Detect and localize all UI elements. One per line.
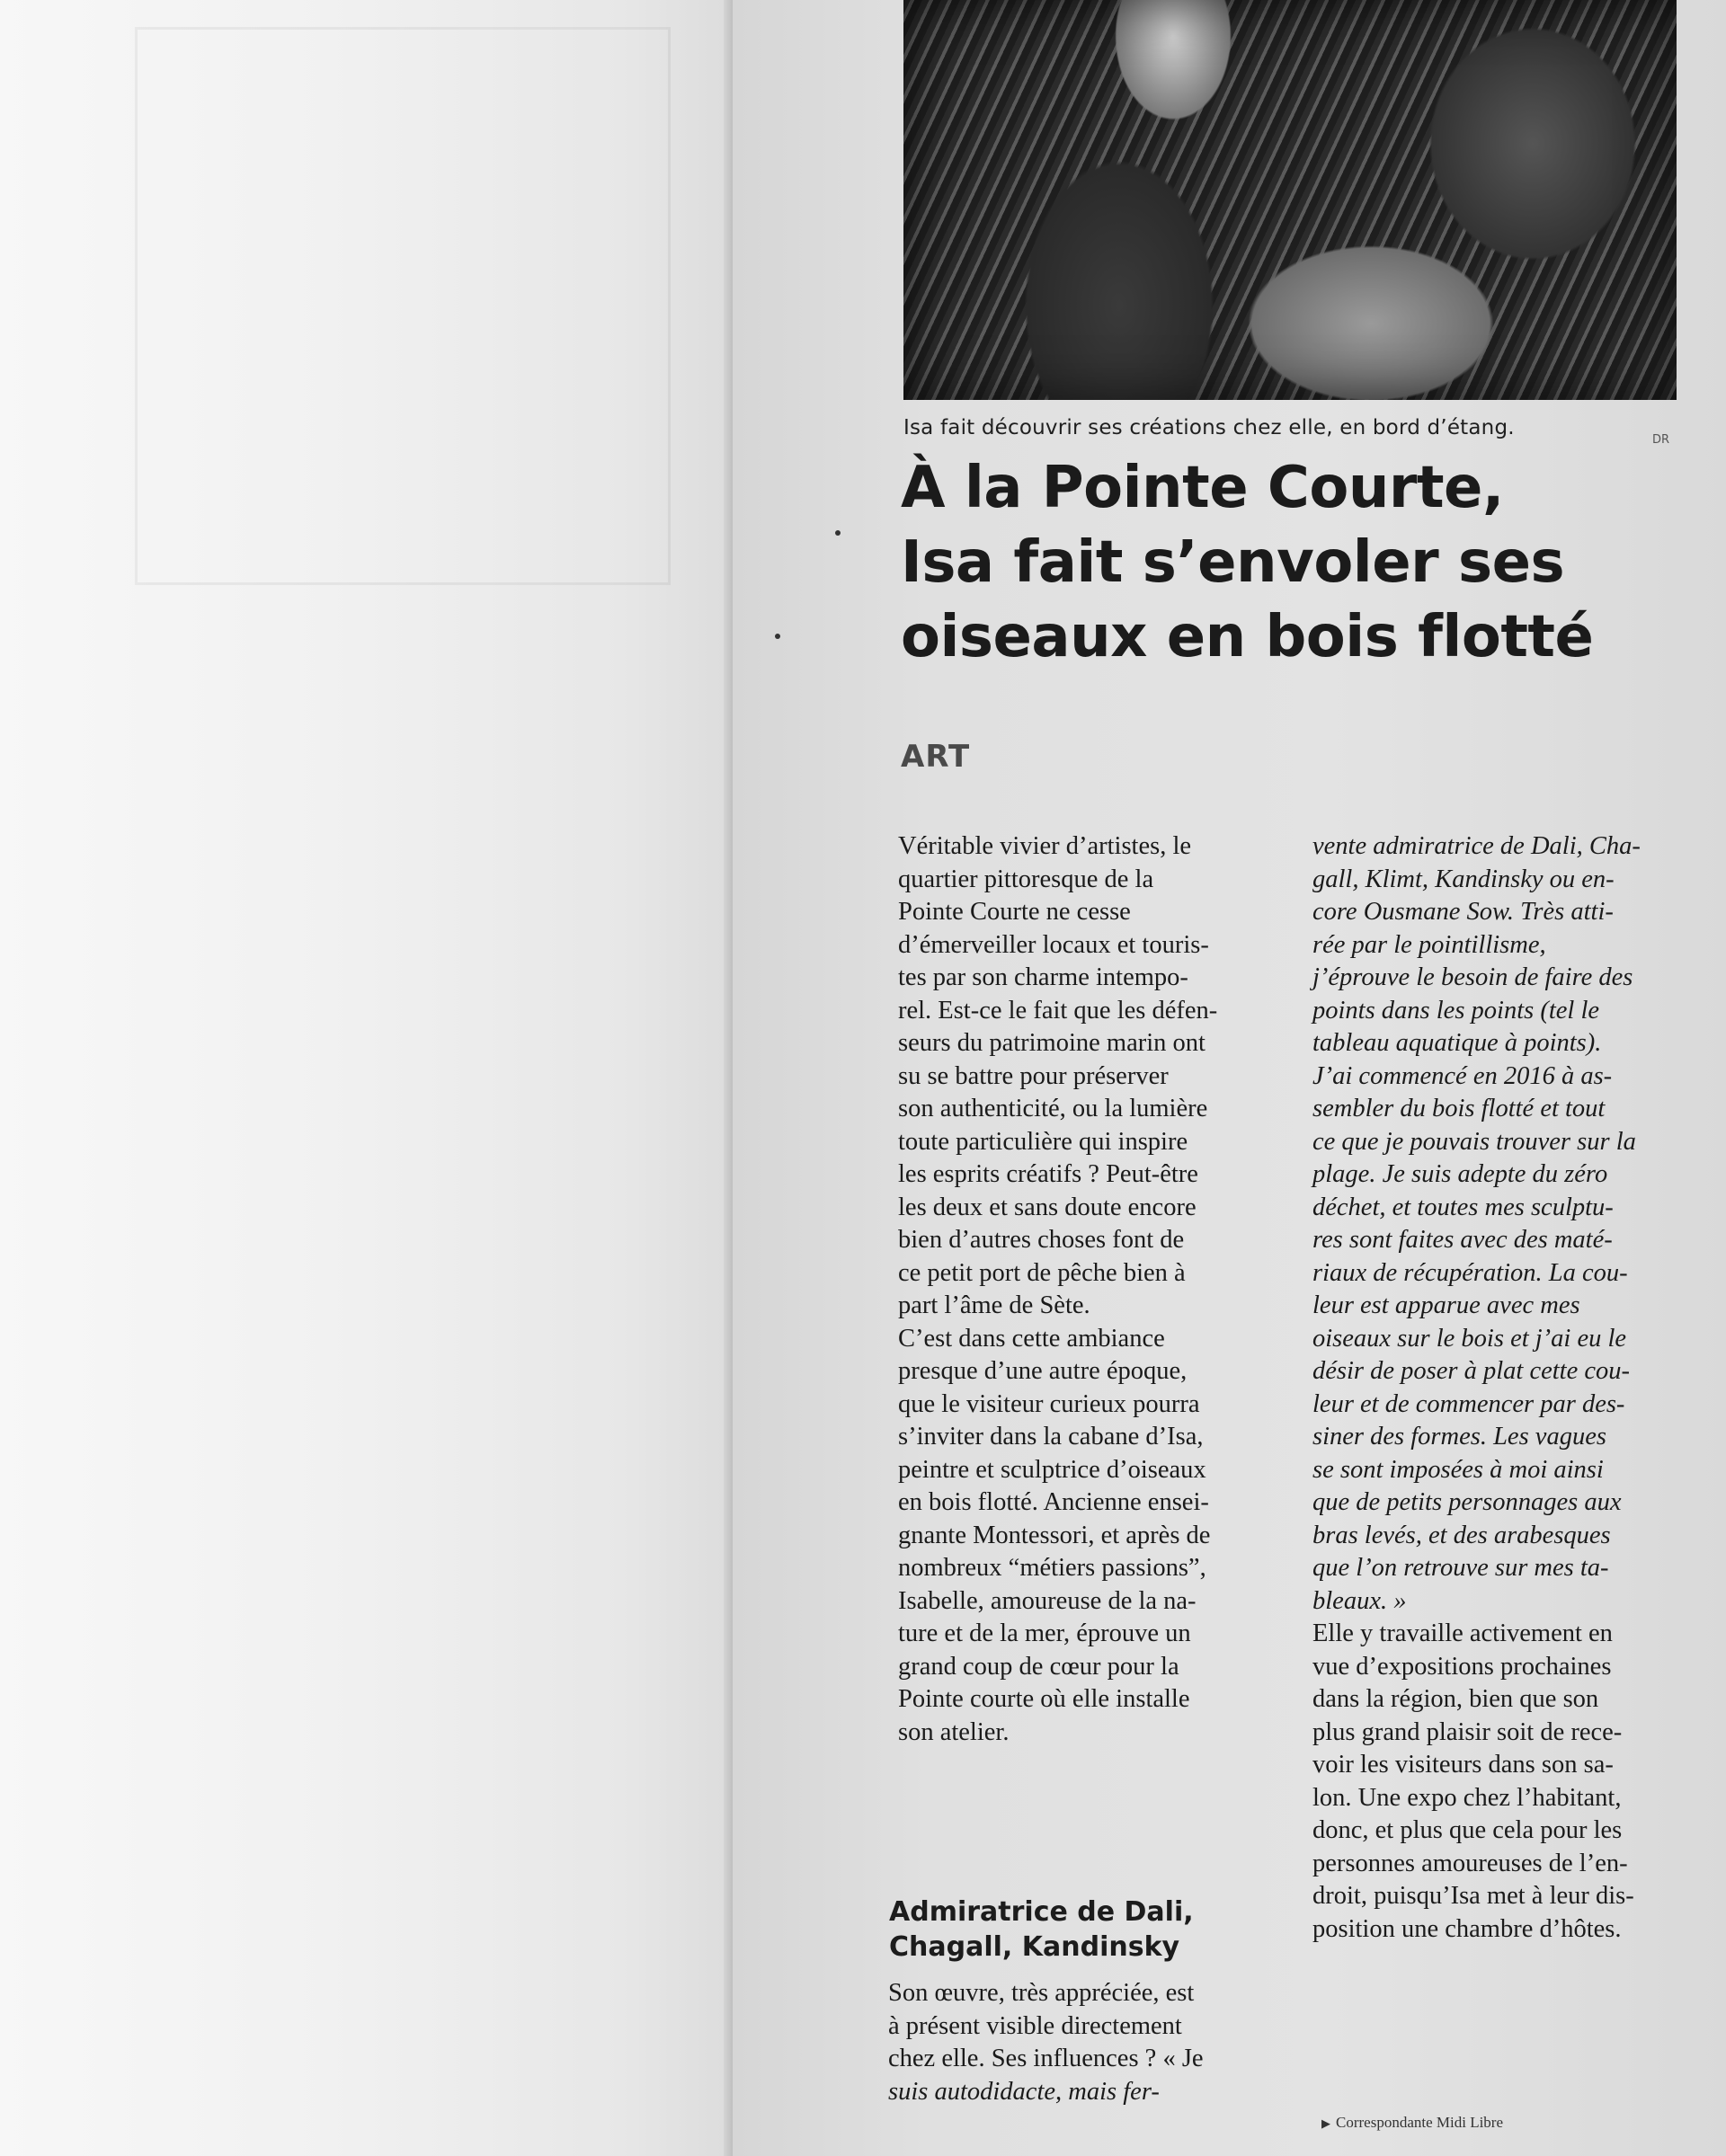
text-line: J’ai commencé en 2016 à as- bbox=[1312, 1061, 1613, 1090]
text-line: oiseaux sur le bois et j’ai eu le bbox=[1312, 1324, 1627, 1353]
facing-page-blank bbox=[0, 0, 733, 2156]
text-line: en bois flotté. Ancienne ensei- bbox=[898, 1488, 1209, 1516]
text-line: à présent visible directement bbox=[888, 2011, 1182, 2040]
article-column-right bbox=[1312, 830, 1713, 1946]
text-line: C’est dans cette ambiance bbox=[898, 1324, 1165, 1353]
text-line: ce que je pouvais trouver sur la bbox=[1312, 1127, 1636, 1156]
text-line: ce petit port de pêche bien à bbox=[898, 1258, 1186, 1287]
text-line: désir de poser à plat cette cou- bbox=[1312, 1357, 1630, 1385]
text-line: Pointe Courte ne cesse bbox=[898, 898, 1131, 926]
text-line: gnante Montessori, et après de bbox=[898, 1521, 1211, 1549]
text-line: seurs du patrimoine marin ont bbox=[898, 1029, 1206, 1057]
text-line: grand coup de cœur pour la bbox=[898, 1652, 1179, 1681]
text-line: Elle y travaille activement en bbox=[1312, 1619, 1613, 1647]
text-line: chez elle. Ses influences ? « Je bbox=[888, 2045, 1204, 2072]
text-line: peintre et sculptrice d’oiseaux bbox=[898, 1455, 1206, 1484]
text-line: Isabelle, amoureuse de la na- bbox=[898, 1586, 1197, 1615]
photo-credit: DR bbox=[1652, 433, 1670, 447]
intertitle-line: Admiratrice de Dali, bbox=[889, 1896, 1194, 1928]
article-photo-frame bbox=[903, 0, 1677, 400]
text-line: personnes amoureuses de l’en- bbox=[1312, 1849, 1628, 1877]
text-line: leur est apparue avec mes bbox=[1312, 1291, 1580, 1319]
text-line: riaux de récupération. La cou- bbox=[1312, 1258, 1628, 1287]
text-line: vente admiratrice de Dali, Cha- bbox=[1312, 832, 1641, 860]
text-line: son authenticité, ou la lumière bbox=[898, 1095, 1208, 1122]
article-column-left-continued bbox=[888, 1977, 1284, 2108]
text-line: voir les visiteurs dans son sa- bbox=[1312, 1751, 1614, 1779]
text-line: part l’âme de Sète. bbox=[898, 1291, 1090, 1319]
text-line: les deux et sans doute encore bbox=[898, 1193, 1197, 1221]
ink-speck bbox=[775, 634, 780, 639]
text-line: tes par son charme intempo- bbox=[898, 963, 1188, 991]
byline bbox=[1321, 2114, 1503, 2132]
headline-line: oiseaux en bois flotté bbox=[901, 604, 1594, 670]
text-line: que le visiteur curieux pourra bbox=[898, 1389, 1200, 1418]
text-line: les esprits créatifs ? Peut-être bbox=[898, 1160, 1198, 1188]
text-line: se sont imposées à moi ainsi bbox=[1312, 1455, 1604, 1484]
show-through-frame bbox=[135, 27, 671, 585]
headline bbox=[901, 451, 1701, 675]
text-line: lon. Une expo chez l’habitant, bbox=[1312, 1783, 1622, 1812]
intertitle-line: Chagall, Kandinsky bbox=[889, 1931, 1180, 1963]
headline-line: Isa fait s’envoler ses bbox=[901, 529, 1565, 596]
text-line: position une chambre d’hôtes. bbox=[1312, 1914, 1622, 1943]
text-line: s’inviter dans la cabane d’Isa, bbox=[898, 1423, 1204, 1451]
text-line: rel. Est-ce le fait que les défen- bbox=[898, 996, 1218, 1025]
text-line: nombreux “métiers passions”, bbox=[898, 1554, 1206, 1582]
text-line: déchet, et toutes mes sculptu- bbox=[1312, 1193, 1614, 1221]
text-line: Pointe courte où elle installe bbox=[898, 1685, 1190, 1713]
text-line: plage. Je suis adepte du zéro bbox=[1312, 1160, 1608, 1188]
text-line: sembler du bois flotté et tout bbox=[1312, 1095, 1606, 1122]
text-line: dans la région, bien que son bbox=[1312, 1685, 1599, 1713]
text-line: gall, Klimt, Kandinsky ou en- bbox=[1312, 865, 1615, 893]
text-line: core Ousmane Sow. Très atti- bbox=[1312, 898, 1614, 926]
text-line: bleaux. » bbox=[1312, 1586, 1407, 1615]
text-line: j’éprouve le besoin de faire des bbox=[1312, 963, 1633, 991]
text-line: Véritable vivier d’artistes, le bbox=[898, 832, 1192, 860]
text-line: res sont faites avec des maté- bbox=[1312, 1226, 1613, 1254]
text-line: bras levés, et des arabesques bbox=[1312, 1521, 1611, 1549]
section-rubric: ART bbox=[901, 739, 971, 775]
text-line: donc, et plus que cela pour les bbox=[1312, 1816, 1623, 1844]
triangle-bullet-icon: ▶ bbox=[1321, 2116, 1330, 2130]
text-line: leur et de commencer par des- bbox=[1312, 1389, 1625, 1418]
text-line: bien d’autres choses font de bbox=[898, 1226, 1185, 1254]
headline-line: À la Pointe Courte, bbox=[901, 455, 1504, 521]
text-line: Son œuvre, très appréciée, est bbox=[888, 1979, 1195, 2007]
text-line: su se battre pour préserver bbox=[898, 1061, 1169, 1090]
text-line: plus grand plaisir soit de rece- bbox=[1312, 1717, 1623, 1746]
text-line: toute particulière qui inspire bbox=[898, 1127, 1188, 1156]
text-line: que de petits personnages aux bbox=[1312, 1488, 1622, 1516]
text-line: rée par le pointillisme, bbox=[1312, 930, 1546, 959]
text-line: presque d’une autre époque, bbox=[898, 1357, 1188, 1385]
text-line: tableau aquatique à points). bbox=[1312, 1029, 1602, 1057]
article-column-left bbox=[898, 830, 1285, 1749]
text-line: vue d’expositions prochaines bbox=[1312, 1652, 1612, 1681]
text-line: son atelier. bbox=[898, 1717, 1010, 1746]
text-line: quartier pittoresque de la bbox=[898, 865, 1154, 893]
text-line: droit, puisqu’Isa met à leur dis- bbox=[1312, 1882, 1634, 1910]
byline-text: Correspondante Midi Libre bbox=[1336, 2114, 1504, 2131]
intertitle bbox=[889, 1894, 1276, 1965]
text-line: suis autodidacte, mais fer- bbox=[888, 2077, 1160, 2106]
text-line: points dans les points (tel le bbox=[1312, 996, 1600, 1025]
text-line: d’émerveiller locaux et touris- bbox=[898, 930, 1209, 959]
text-line: que l’on retrouve sur mes ta- bbox=[1312, 1554, 1609, 1582]
ink-speck bbox=[835, 530, 841, 536]
photo-caption: Isa fait découvrir ses créations chez elle, en bord d’étang. bbox=[903, 416, 1515, 439]
text-line: siner des formes. Les vagues bbox=[1312, 1423, 1606, 1451]
text-line: ture et de la mer, éprouve un bbox=[898, 1619, 1191, 1647]
